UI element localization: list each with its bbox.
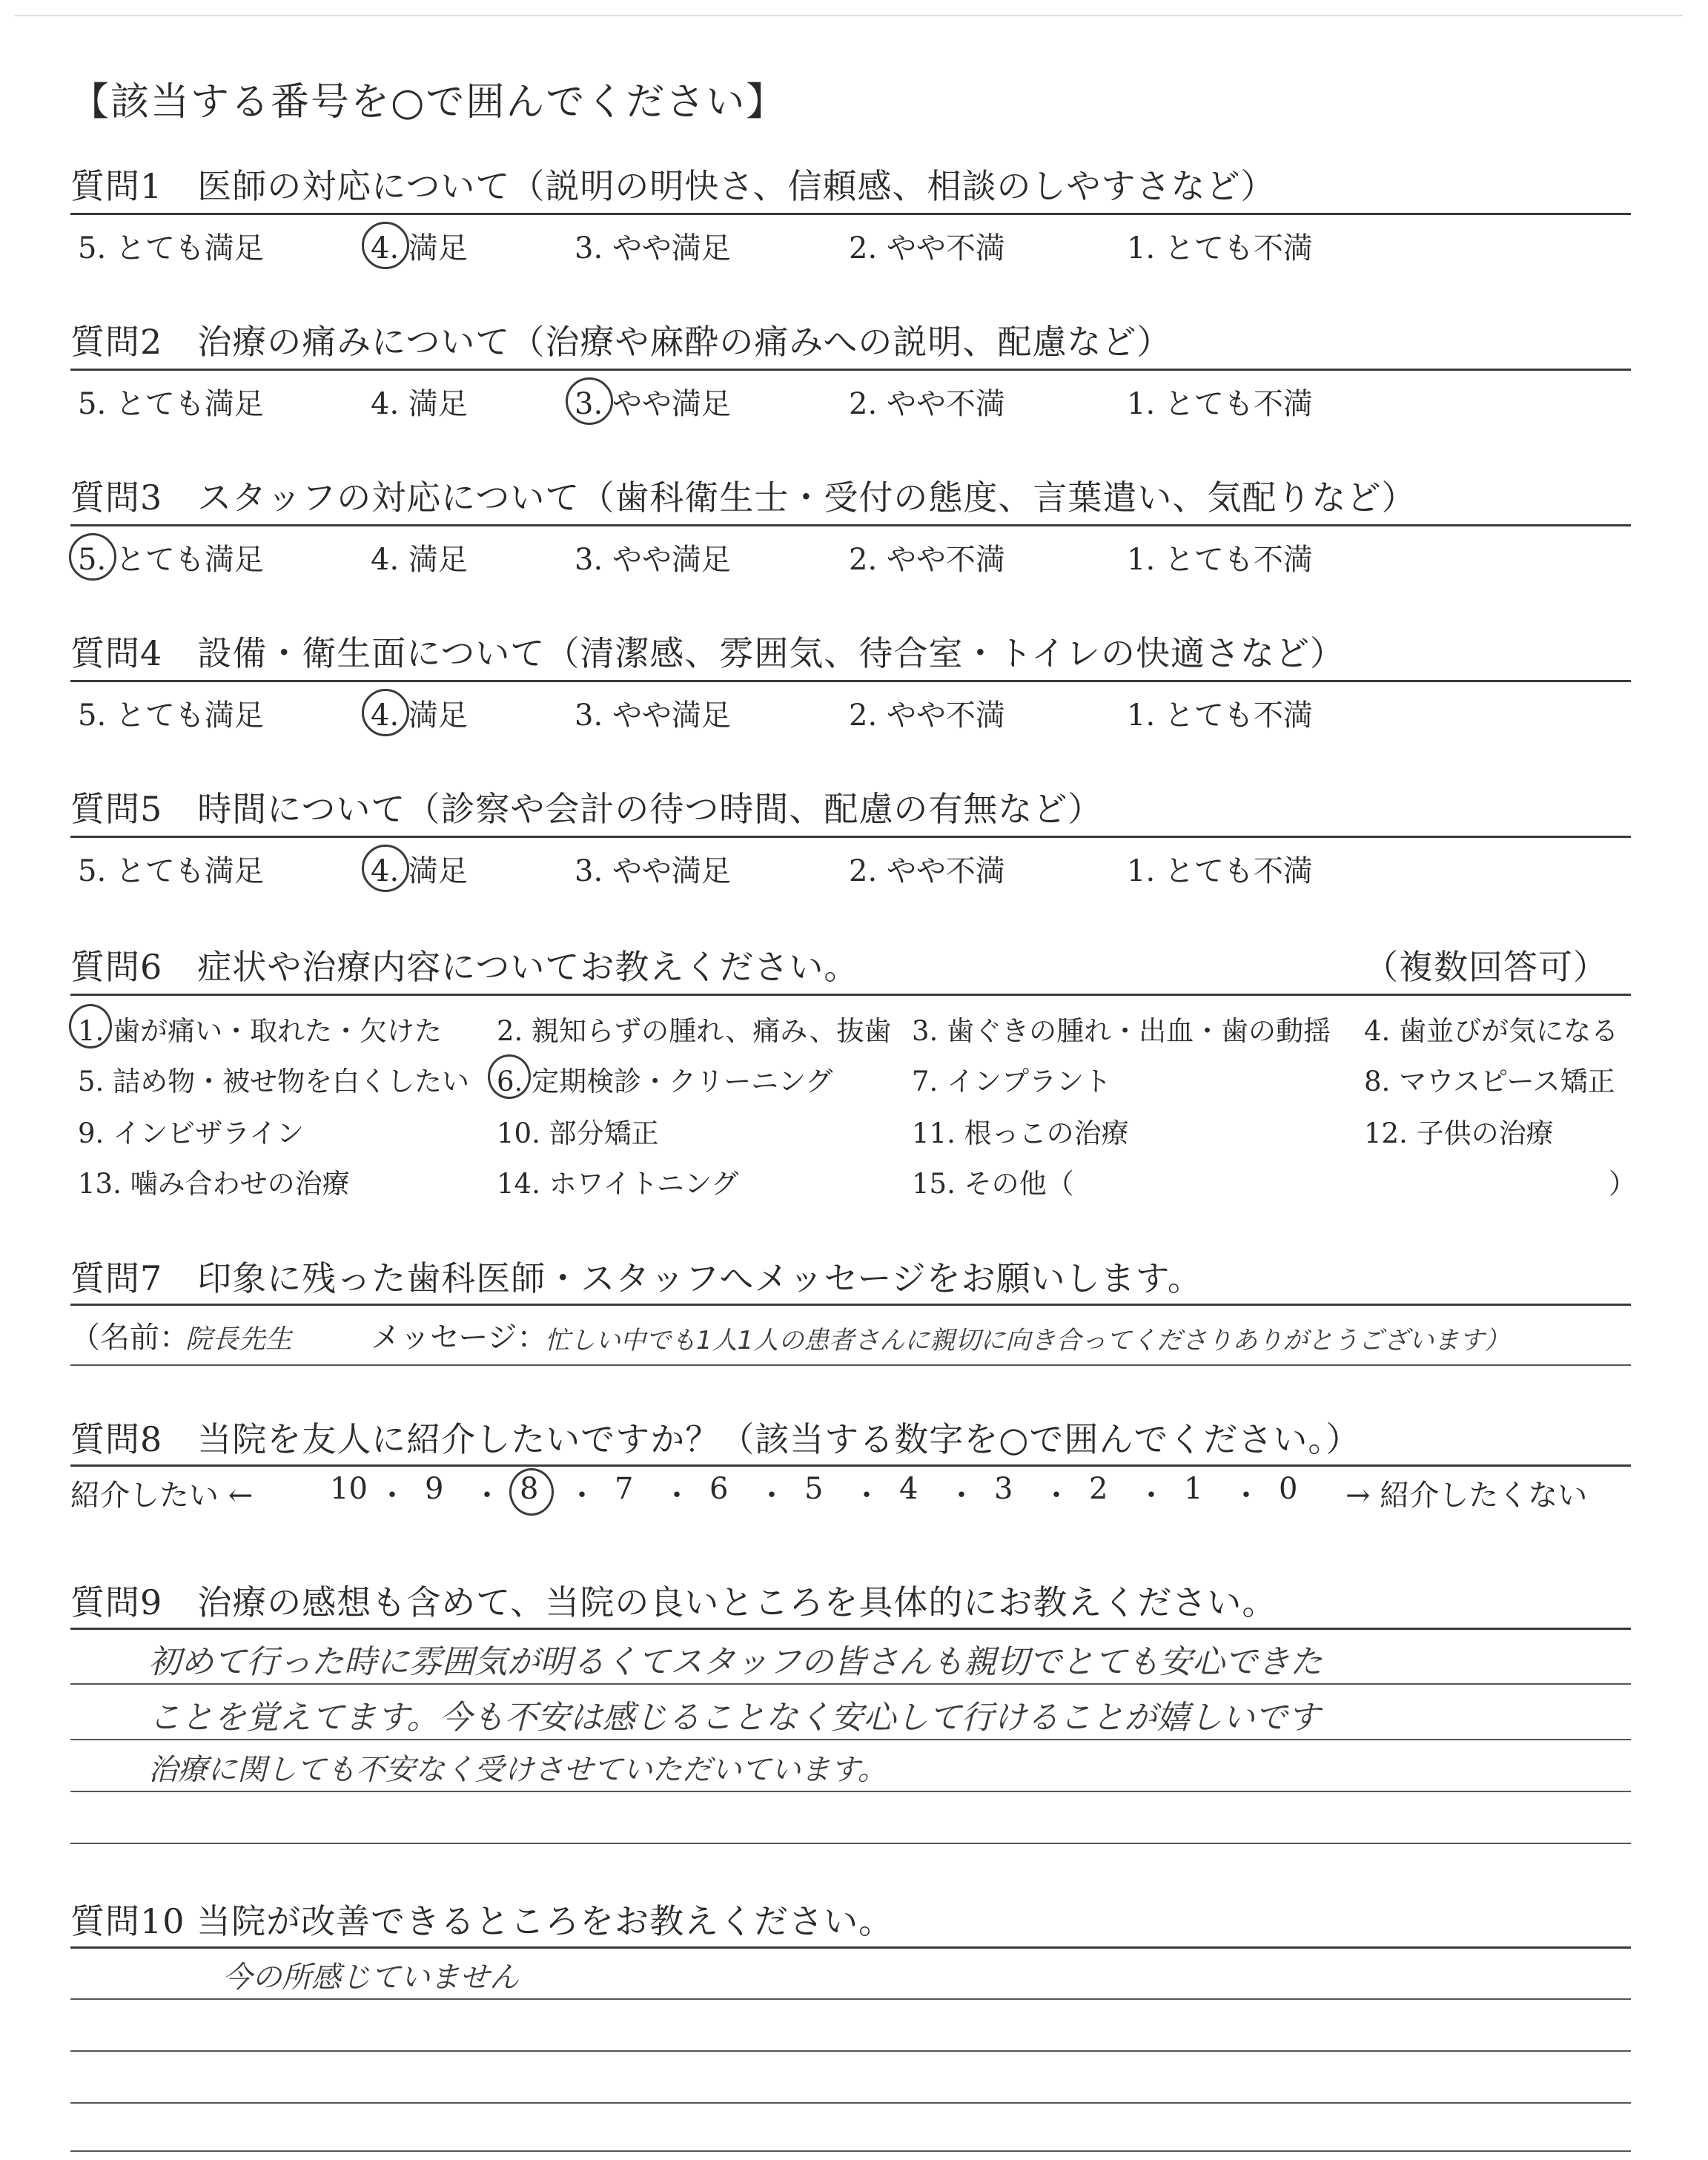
q10-answer-line-1: 今の所感じていません <box>222 1961 519 1995</box>
q8-scale-10[interactable]: 10 <box>330 1472 368 1506</box>
q1-rule <box>70 213 1631 215</box>
q8-separator-dot: ・ <box>567 1479 597 1513</box>
q5-option-5[interactable]: 5. とても満足 <box>78 854 264 888</box>
q6-option-15[interactable]: 15. その他（ <box>912 1168 1074 1200</box>
q8-scale-6[interactable]: 6 <box>709 1472 729 1506</box>
q1-option-5[interactable]: 5. とても満足 <box>78 231 264 265</box>
q8-scale-9[interactable]: 9 <box>425 1472 444 1506</box>
q9-answer-line-2: ことを覚えてます。今も不安は感じることなく安心して行けることが嬉しいです <box>148 1699 1320 1737</box>
q4-option-5[interactable]: 5. とても満足 <box>78 698 264 733</box>
q9-answer-line-1: 初めて行った時に雰囲気が明るくてスタッフの皆さんも親切でとても安心できた <box>148 1643 1323 1681</box>
q8-scale-3[interactable]: 3 <box>994 1472 1013 1506</box>
page-top-edge <box>15 15 1683 16</box>
q3-selection-circle <box>69 533 116 581</box>
q6-other-close-paren: ） <box>1609 1168 1636 1200</box>
q10-line-3 <box>70 2102 1631 2104</box>
q9-line-1 <box>70 1683 1631 1685</box>
q3-rule <box>70 524 1631 526</box>
q8-separator-dot: ・ <box>1042 1479 1071 1513</box>
q2-title: 質問2 治療の痛みについて（治療や麻酔の痛みへの説明、配慮など） <box>70 322 1172 362</box>
q7-name-label: （名前： <box>70 1321 189 1355</box>
q2-option-5[interactable]: 5. とても満足 <box>78 387 264 421</box>
q8-separator-dot: ・ <box>757 1479 787 1513</box>
q6-option-6[interactable]: 6. 定期検診・クリーニング <box>497 1066 833 1097</box>
q8-separator-dot: ・ <box>472 1479 502 1513</box>
q5-title: 質問5 時間について（診察や会計の待つ時間、配慮の有無など） <box>70 789 1103 829</box>
q9-rule <box>70 1628 1631 1630</box>
q6-option-1[interactable]: 1. 歯が痛い・取れた・欠けた <box>78 1015 443 1047</box>
q8-separator-dot: ・ <box>852 1479 881 1513</box>
q10-rule <box>70 1946 1631 1949</box>
q10-line-1 <box>70 1998 1631 2000</box>
q8-scale-2[interactable]: 2 <box>1089 1472 1108 1506</box>
q4-rule <box>70 680 1631 682</box>
q6-note: （複数回答可） <box>1364 947 1608 987</box>
q4-selection-circle <box>362 689 409 736</box>
q5-option-2[interactable]: 2. やや不満 <box>849 854 1005 888</box>
q7-rule <box>70 1304 1631 1306</box>
q8-title: 質問8 当院を友人に紹介したいですか？（該当する数字を○で囲んでください。） <box>70 1419 1361 1459</box>
instructions-header: 【該当する番号を○で囲んでください】 <box>70 80 787 125</box>
q2-rule <box>70 369 1631 371</box>
q9-answer-line-3: 治療に関しても不安なく受けさせていただいています。 <box>148 1753 887 1787</box>
q5-option-4[interactable]: 4. 満足 <box>371 854 468 888</box>
q6-option-11[interactable]: 11. 根っこの治療 <box>912 1117 1129 1149</box>
q8-separator-dot: ・ <box>662 1479 692 1513</box>
q3-option-1[interactable]: 1. とても不満 <box>1127 543 1313 577</box>
q8-right-label: → 紹介したくない <box>1345 1479 1588 1513</box>
q6-selection-circle-6 <box>488 1054 531 1099</box>
q2-selection-circle <box>566 377 613 425</box>
q2-option-4[interactable]: 4. 満足 <box>371 387 468 421</box>
q8-scale-8[interactable]: 8 <box>520 1472 539 1506</box>
q2-option-2[interactable]: 2. やや不満 <box>849 387 1005 421</box>
q6-option-8[interactable]: 8. マウスピース矯正 <box>1364 1066 1615 1097</box>
q3-option-5[interactable]: 5. とても満足 <box>78 543 264 577</box>
q8-scale-0[interactable]: 0 <box>1279 1472 1298 1506</box>
q6-title: 質問6 症状や治療内容についてお教えください。 <box>70 947 859 987</box>
q9-line-3 <box>70 1791 1631 1792</box>
q9-line-4 <box>70 1843 1631 1844</box>
q5-option-1[interactable]: 1. とても不満 <box>1127 854 1313 888</box>
q1-title: 質問1 医師の対応について（説明の明快さ、信頼感、相談のしやすさなど） <box>70 166 1276 206</box>
q3-title: 質問3 スタッフの対応について（歯科衛生士・受付の態度、言葉遣い、気配りなど） <box>70 478 1417 518</box>
q5-rule <box>70 836 1631 838</box>
q1-option-3[interactable]: 3. やや満足 <box>575 231 731 265</box>
q4-title: 質問4 設備・衛生面について（清潔感、雰囲気、待合室・トイレの快適さなど） <box>70 633 1345 673</box>
q10-line-4 <box>70 2150 1631 2152</box>
q8-scale-7[interactable]: 7 <box>615 1472 634 1506</box>
q8-selection-circle <box>509 1468 554 1516</box>
q6-option-9[interactable]: 9. インビザライン <box>78 1117 304 1149</box>
q5-option-3[interactable]: 3. やや満足 <box>575 854 731 888</box>
q7-message-value: 忙しい中でも1人1人の患者さんに親切に向き合ってくださりありがとうございます） <box>545 1326 1510 1355</box>
q7-title: 質問7 印象に残った歯科医師・スタッフへメッセージをお願いします。 <box>70 1258 1202 1298</box>
q7-message-label: メッセージ： <box>371 1321 547 1355</box>
q2-option-1[interactable]: 1. とても不満 <box>1127 387 1313 421</box>
q8-separator-dot: ・ <box>947 1479 976 1513</box>
q10-title: 質問10 当院が改善できるところをお教えください。 <box>70 1901 894 1941</box>
q8-scale-1[interactable]: 1 <box>1184 1472 1203 1506</box>
q9-line-2 <box>70 1739 1631 1740</box>
q1-option-4[interactable]: 4. 満足 <box>371 231 468 265</box>
q6-option-14[interactable]: 14. ホワイトニング <box>497 1168 739 1200</box>
q4-option-3[interactable]: 3. やや満足 <box>575 698 731 733</box>
q6-option-4[interactable]: 4. 歯並びが気になる <box>1364 1015 1619 1047</box>
q1-selection-circle <box>362 222 409 269</box>
q6-option-13[interactable]: 13. 噛み合わせの治療 <box>78 1168 350 1200</box>
q6-option-12[interactable]: 12. 子供の治療 <box>1364 1117 1554 1149</box>
q1-option-1[interactable]: 1. とても不満 <box>1127 231 1313 265</box>
q8-scale-4[interactable]: 4 <box>899 1472 918 1506</box>
q2-option-3[interactable]: 3. やや満足 <box>575 387 731 421</box>
q6-option-3[interactable]: 3. 歯ぐきの腫れ・出血・歯の動揺 <box>912 1015 1331 1047</box>
q3-option-3[interactable]: 3. やや満足 <box>575 543 731 577</box>
q7-name-value: 院長先生 <box>185 1324 293 1355</box>
q4-option-4[interactable]: 4. 満足 <box>371 698 468 733</box>
q10-line-2 <box>70 2050 1631 2052</box>
q9-title: 質問9 治療の感想も含めて、当院の良いところを具体的にお教えください。 <box>70 1582 1277 1622</box>
q3-option-2[interactable]: 2. やや不満 <box>849 543 1005 577</box>
q8-rule <box>70 1464 1631 1467</box>
q5-selection-circle <box>362 845 409 892</box>
q8-scale-5[interactable]: 5 <box>804 1472 824 1506</box>
q8-separator-dot: ・ <box>1136 1479 1166 1513</box>
q8-separator-dot: ・ <box>377 1479 407 1513</box>
q6-option-5[interactable]: 5. 詰め物・被せ物を白くしたい <box>78 1066 470 1097</box>
q4-option-2[interactable]: 2. やや不満 <box>849 698 1005 733</box>
q1-option-2[interactable]: 2. やや不満 <box>849 231 1005 265</box>
q6-selection-circle-1 <box>69 1004 112 1048</box>
q6-option-10[interactable]: 10. 部分矯正 <box>497 1117 659 1149</box>
q6-option-2[interactable]: 2. 親知らずの腫れ、痛み、抜歯 <box>497 1015 892 1047</box>
q8-left-label: 紹介したい ← <box>70 1479 254 1513</box>
q8-separator-dot: ・ <box>1231 1479 1261 1513</box>
q3-option-4[interactable]: 4. 満足 <box>371 543 468 577</box>
q6-option-7[interactable]: 7. インプラント <box>912 1066 1112 1097</box>
q6-rule <box>70 994 1631 996</box>
q7-underline <box>70 1364 1631 1366</box>
q4-option-1[interactable]: 1. とても不満 <box>1127 698 1313 733</box>
